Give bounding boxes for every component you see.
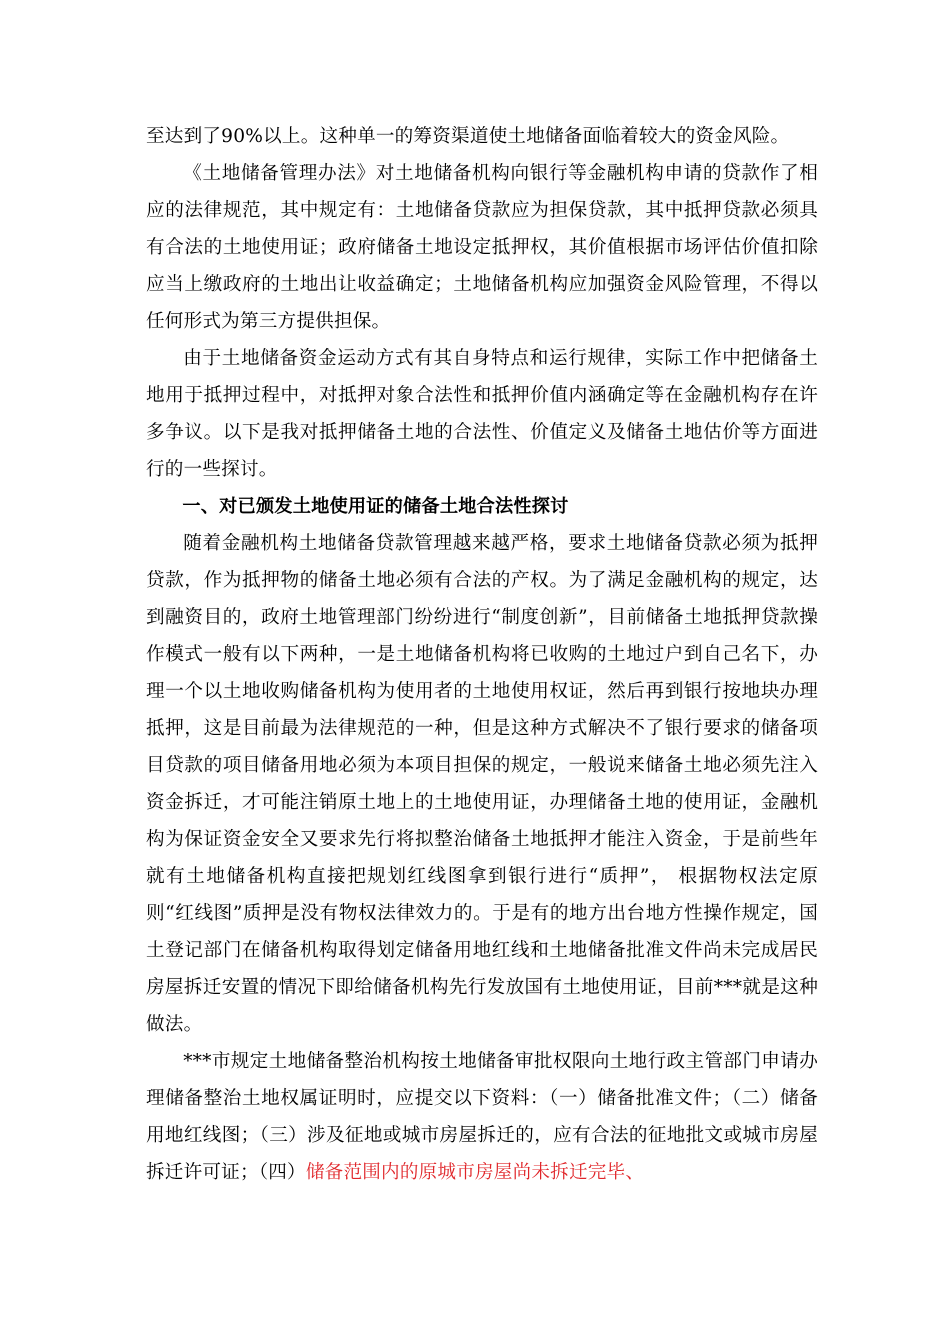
paragraph-continuation: 至达到了90%以上。这种单一的筹资渠道使土地储备面临着较大的资金风险。 [146, 126, 790, 147]
paragraph-land-reserve-regulation: 《土地储备管理办法》对土地储备机构向银行等金融机构申请的贷款作了相应的法律规范，其中规定有：土地储备贷款应为担保贷款，其中抵押贷款必须具有合法的土地使用证；政府储备土地设定抵押权，其价值根据市场评估价值扣除应当上缴政府的土地出让收益确定；土地储备机构应加强资金风险管理，不得以任何形式为第三方提供担保。 [146, 163, 818, 332]
document-body [146, 118, 818, 1191]
paragraph-mortgage-models: 随着金融机构土地储备贷款管理越来越严格，要求土地储备贷款必须为抵押贷款，作为抵押物的储备土地必须有合法的产权。为了满足金融机构的规定，达到融资目的，政府土地管理部门纷纷进行“制度创新”，目前储备土地抵押贷款操作模式一般有以下两种，一是土地储备机构将已收购的土地过户到自己名下，办理一个以土地收购储备机构为使用者的土地使用权证，然后再到银行按地块办理抵押，这是目前最为法律规范的一种，但是这种方式解决不了银行要求的储备项目贷款的项目储备用地必须为本项目担保的规定，一般说来储备土地必须先注入资金拆迁，才可能注销原土地上的土地使用证，办理储备土地的使用证，金融机构为保证资金安全又要求先行将拟整治储备土地抵押才能注入资金，于是前些年就有土地储备机构直接把规划红线图拿到银行进行“质押”， 根据物权法定原则“红线图”质押是没有物权法律效力的。于是有的地方出台地方性操作规定，国土登记部门在储备机构取得划定储备用地红线和土地储备批准文件尚未完成居民房屋拆迁安置的情况下即给储备机构先行发放国有土地使用证，目前***就是这种做法。 [146, 533, 818, 1035]
paragraph-city-regulation [146, 1043, 818, 1191]
highlighted-red-text: 储备范围内的原城市房屋尚未拆迁完毕、 [305, 1162, 645, 1183]
section-heading: 一、对已颁发土地使用证的储备土地合法性探讨 [182, 496, 569, 517]
paragraph-city-regulation-text: ***市规定土地储备整治机构按土地储备审批权限向土地行政主管部门申请办理储备整治土地权属证明时，应提交以下资料：（一）储备批准文件；（二）储备用地红线图；（三）涉及征地或城市房屋拆迁的，应有合法的征地批文或城市房屋拆迁许可证；（四） [146, 1051, 818, 1183]
paragraph-mortgage-controversy: 由于土地储备资金运动方式有其自身特点和运行规律，实际工作中把储备土地用于抵押过程中，对抵押对象合法性和抵押价值内涵确定等在金融机构存在许多争议。以下是我对抵押储备土地的合法性、价值定义及储备土地估价等方面进行的一些探讨。 [146, 348, 818, 480]
